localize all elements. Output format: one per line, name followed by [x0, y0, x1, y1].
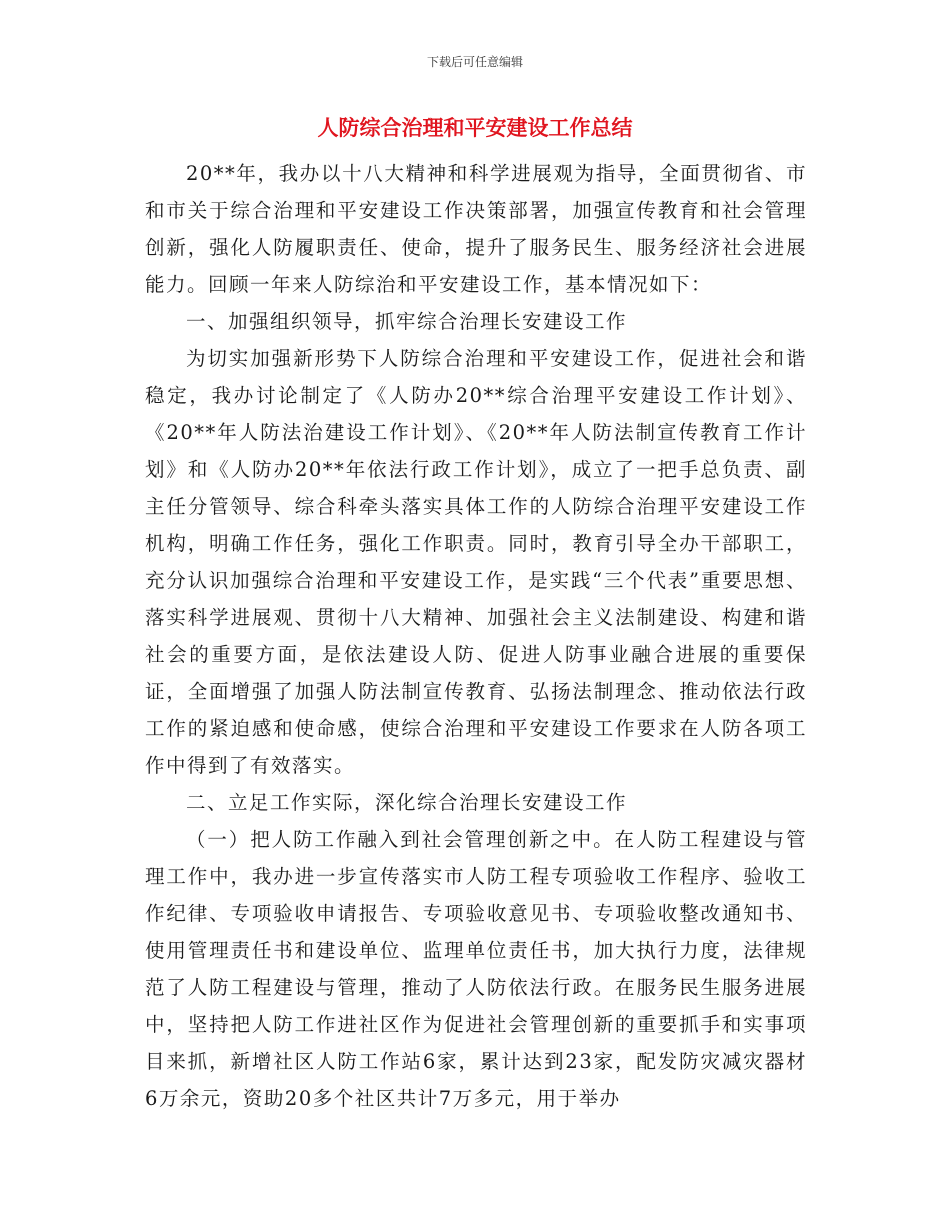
document-body: [145, 155, 807, 1117]
document-title: 人防综合治理和平安建设工作总结: [317, 116, 633, 140]
section-heading-1: 一、加强组织领导，抓牢综合治理长安建设工作: [185, 310, 627, 333]
header-note: 下载后可任意编辑: [426, 55, 523, 69]
paragraph-intro: 20**年，我办以十八大精神和科学进展观为指导，全面贯彻省、市和市关于综合治理和平安建设工作决策部署，加强宣传教育和社会管理创新，强化人防履职责任、使命，提升了服务民生、服务经济社会进展能力。回顾一年来人防综治和平安建设工作，基本情况如下：: [145, 162, 807, 296]
paragraph-section-1: 为切实加强新形势下人防综合治理和平安建设工作，促进社会和谐稳定，我办讨论制定了《人防办20**综合治理平安建设工作计划》、《20**年人防法治建设工作计划》、《20**年人防法制宣传教育工作计划》和《人防办20**年依法行政工作计划》，成立了一把手总负责、副主任分管领导、综合科牵头落实具体工作的人防综合治理平安建设工作机构，明确工作任务，强化工作职责。同时，教育引导全办干部职工，充分认识加强综合治理和平安建设工作，是实践“三个代表”重要思想、落实科学进展观、贯彻十八大精神、加强社会主义法制建设、构建和谐社会的重要方面，是依法建设人防、促进人防事业融合进展的重要保证，全面增强了加强人防法制宣传教育、弘扬法制理念、推动依法行政工作的紧迫感和使命感，使综合治理和平安建设工作要求在人防各项工作中得到了有效落实。: [145, 347, 807, 777]
section-heading-2: 二、立足工作实际，深化综合治理长安建设工作: [185, 791, 627, 814]
paragraph-section-2: （一）把人防工作融入到社会管理创新之中。在人防工程建设与管理工作中，我办进一步宣传落实市人防工程专项验收工作程序、验收工作纪律、专项验收申请报告、专项验收意见书、专项验收整改通知书、使用管理责任书和建设单位、监理单位责任书，加大执行力度，法律规范了人防工程建设与管理，推动了人防依法行政。在服务民生服务进展中，坚持把人防工作进社区作为促进社会管理创新的重要抓手和实事项目来抓，新增社区人防工作站6家，累计达到23家，配发防灾减灾器材6万余元，资助20多个社区共计7万多元，用于举办: [145, 828, 807, 1110]
